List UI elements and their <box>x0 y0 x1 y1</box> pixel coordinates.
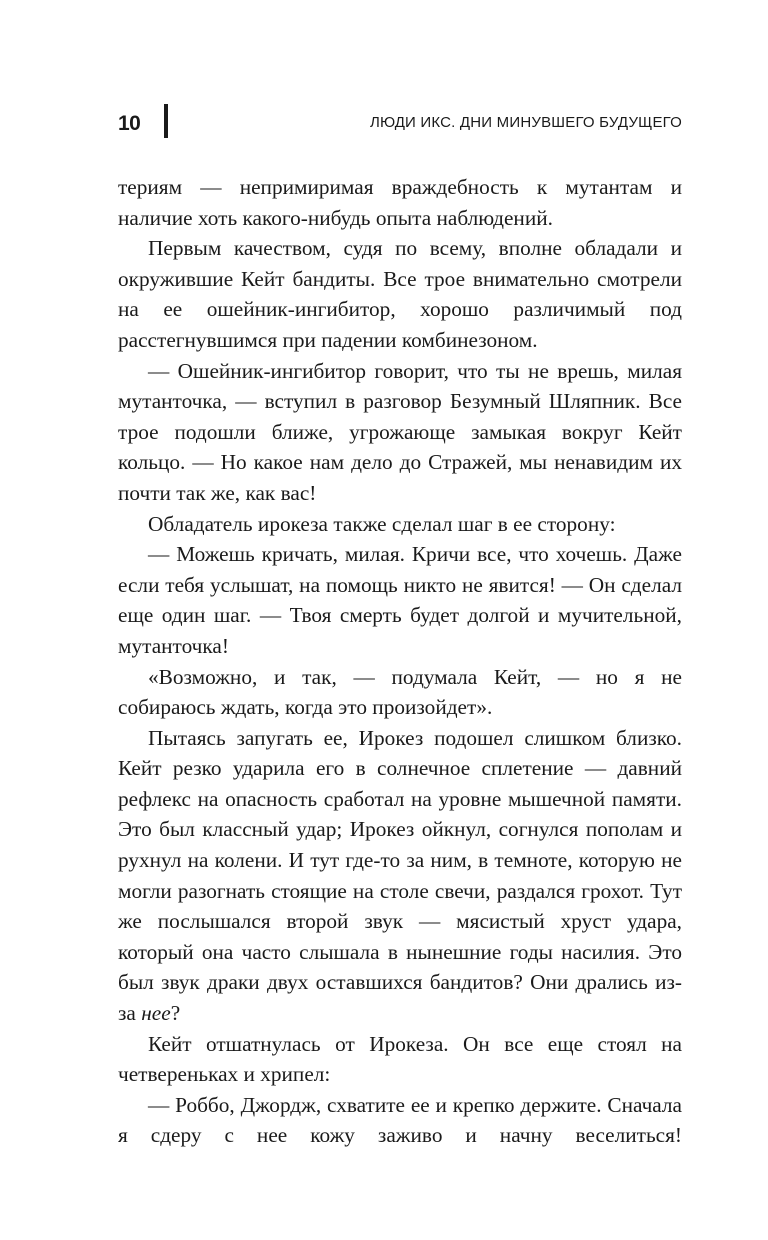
paragraph-text: ? <box>170 1001 181 1026</box>
paragraph: Кейт отшатнулась от Ирокеза. Он все еще стоял на четвереньках и хрипел: <box>118 1031 682 1087</box>
paragraph <box>118 723 682 1029</box>
paragraph: «Возможно, и так, — подумала Кейт, — но я не собираюсь ждать, когда это произойдет». <box>118 664 682 720</box>
paragraph: — Роббо, Джордж, схватите ее и крепко держите. Сначала я сдеру с нее кожу заживо и начну веселиться! <box>118 1092 682 1148</box>
running-title: ЛЮДИ ИКС. ДНИ МИНУВШЕГО БУДУЩЕГО <box>369 114 682 131</box>
page-number: 10 <box>118 112 141 135</box>
body-text <box>118 172 682 1151</box>
page-header <box>118 104 682 144</box>
paragraph: Обладатель ирокеза также сделал шаг в ее сторону: <box>148 511 616 536</box>
paragraph: — Можешь кричать, милая. Кричи все, что хочешь. Даже если тебя услышат, на помощь никто не явится! — Он сделал еще один шаг. — Твоя смерть будет долгой и мучительной, мутанточка! <box>118 542 682 658</box>
header-divider <box>164 104 168 138</box>
paragraph: — Ошейник-ингибитор говорит, что ты не врешь, милая мутанточка, — вступил в разговор Безумный Шляпник. Все трое подошли ближе, угрожающе замыкая вокруг Кейт кольцо. — Но какое нам дело до Стражей, мы ненавидим их почти так же, как вас! <box>118 358 682 505</box>
paragraph: Первым качеством, судя по всему, вполне обладали и окружившие Кейт бандиты. Все трое внимательно смотрели на ее ошейник-ингибитор, хорошо различимый под расстегнувшимся при падении комбинезоном. <box>118 236 682 352</box>
emphasized-word: нее <box>141 1001 171 1026</box>
paragraph-text: Пытаясь запугать ее, Ирокез подошел слишком близко. Кейт резко ударила его в солнечное сплетение — давний рефлекс на опасность сработал на уровне мышечной памяти. Это был классный удар; Ирокез ойкнул, согнулся пополам и рухнул на колени. И тут где-то за ним, в темноте, которую не могли разогнать стоящие на столе свечи, раздался грохот. Тут же послышался второй звук — мясистый хруст удара, который она часто слышала в нынешние годы насилия. Это был звук драки двух оставшихся бандитов? Они дрались из-за <box>118 725 682 1026</box>
paragraph: териям — непримиримая враждебность к мутантам и наличие хоть какого-нибудь опыта наблюдений. <box>118 175 682 230</box>
